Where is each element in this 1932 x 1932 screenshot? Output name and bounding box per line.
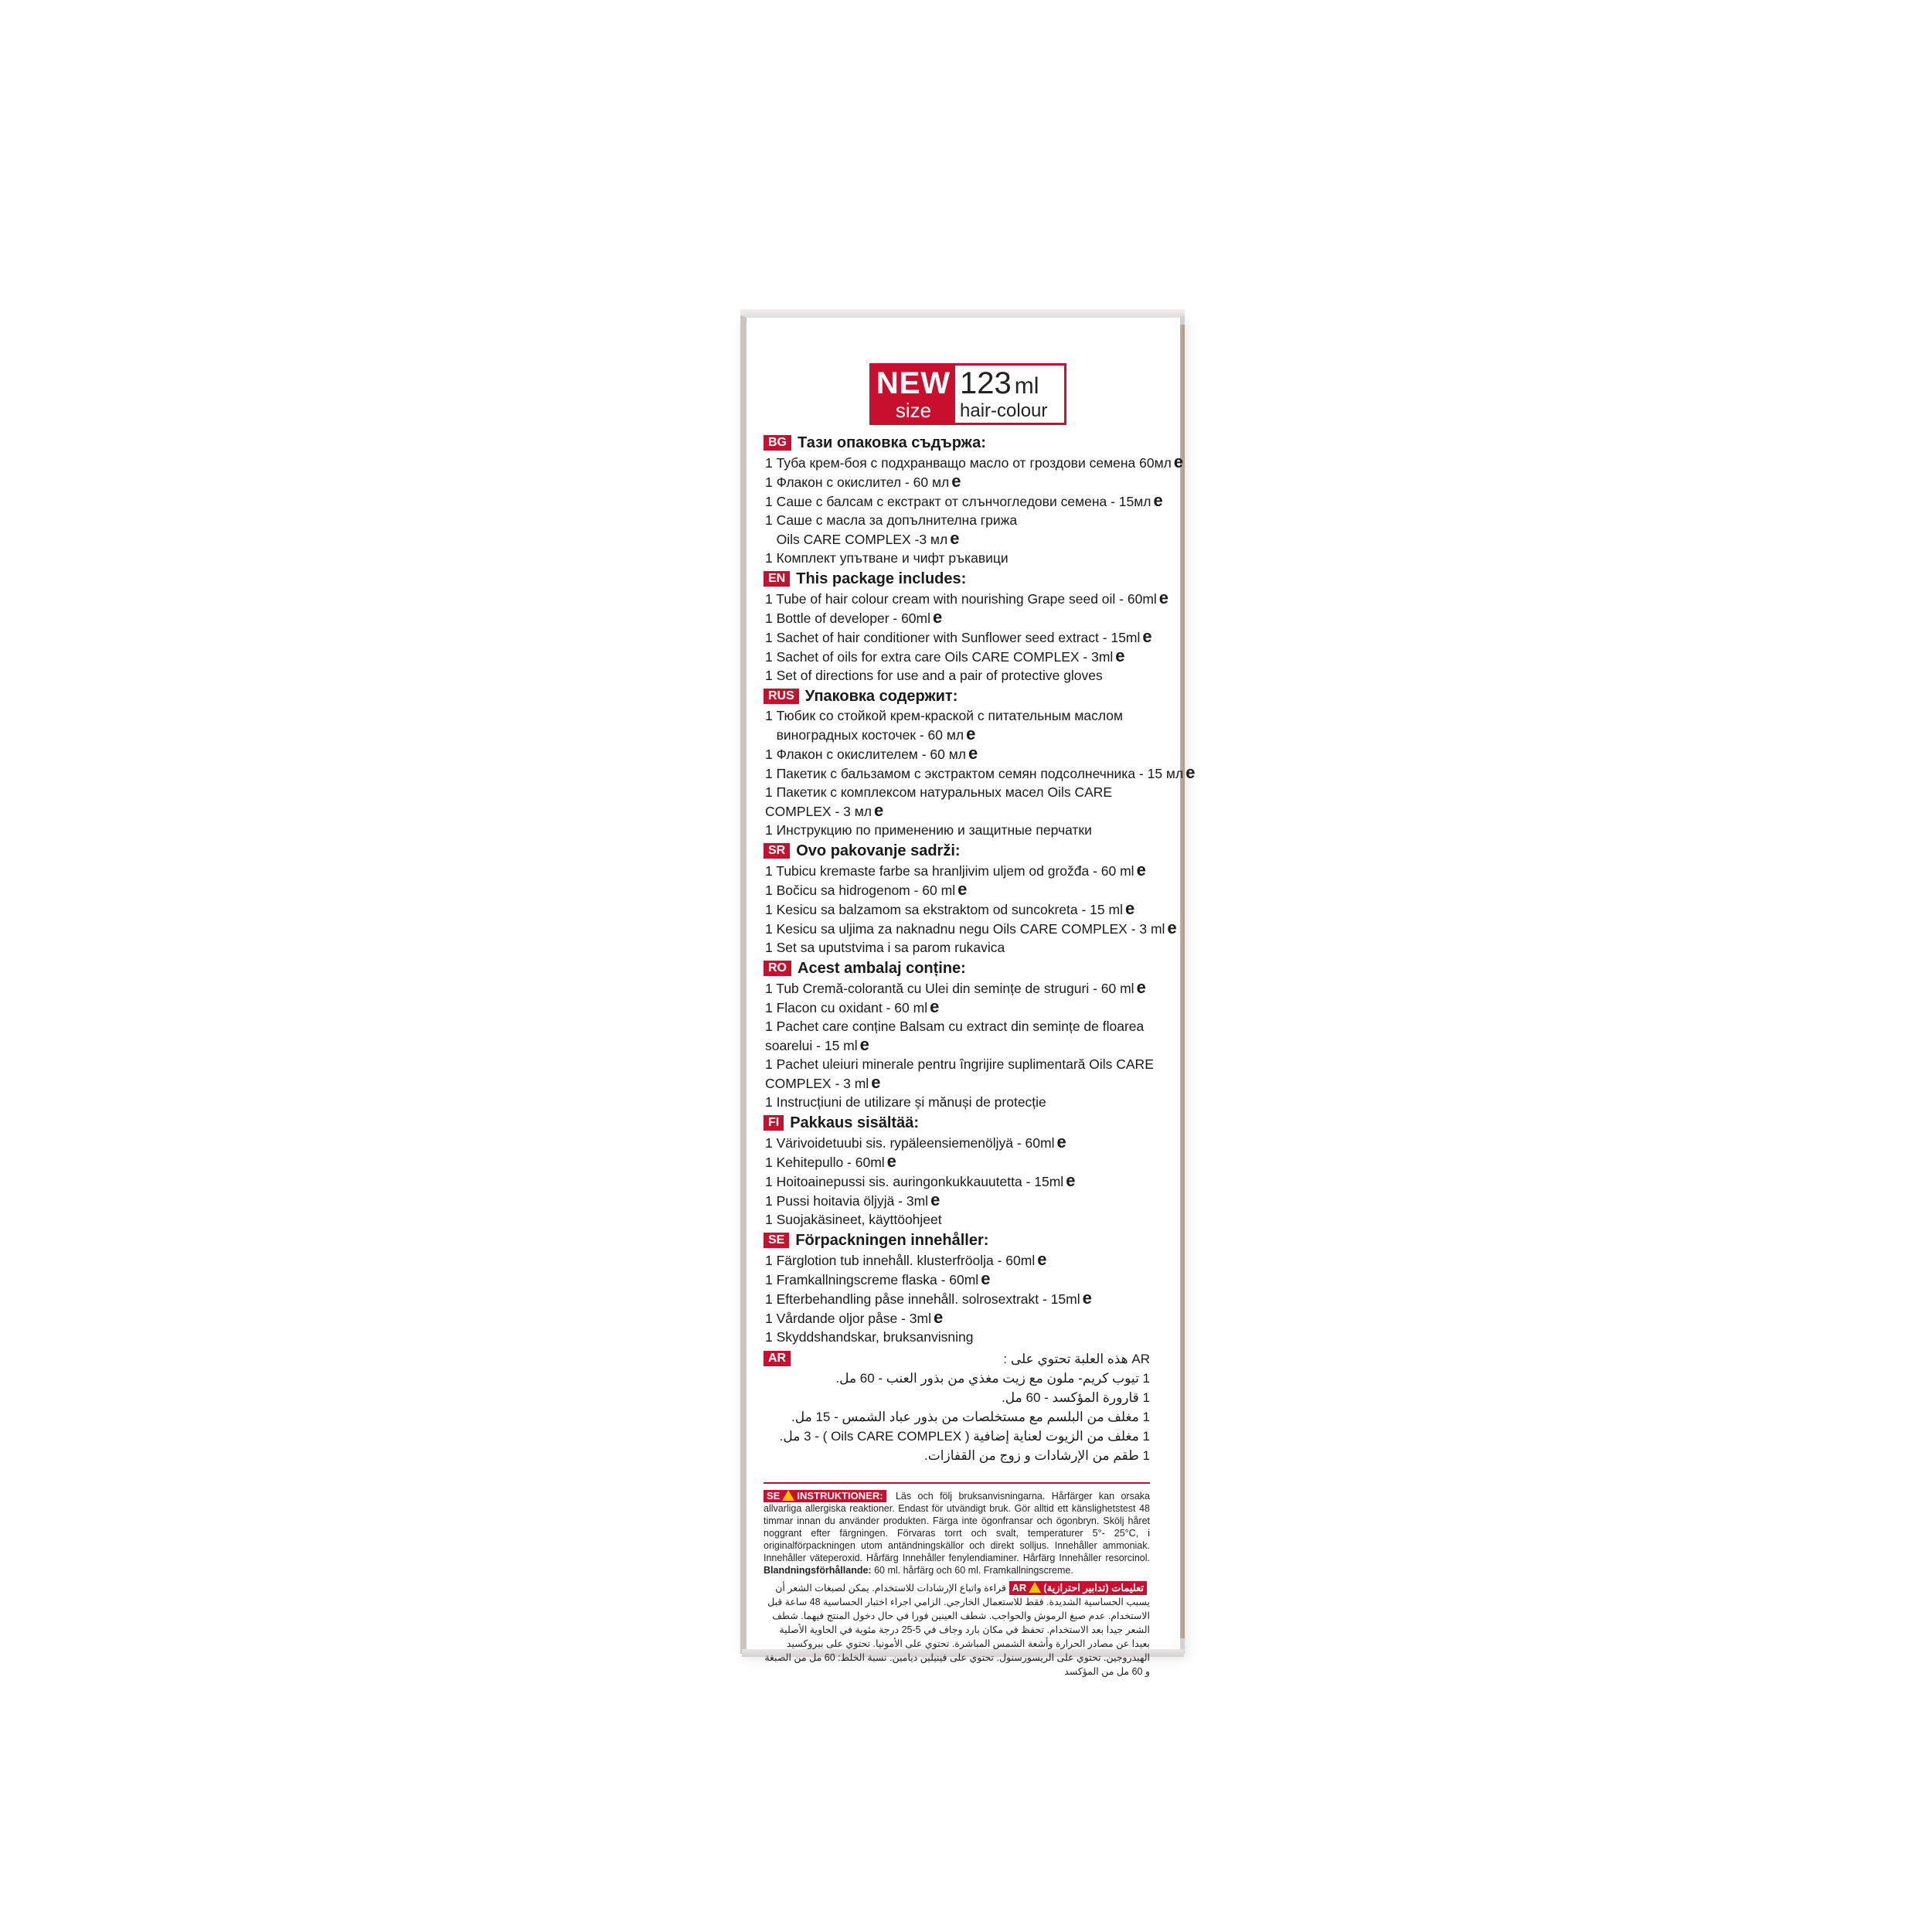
warning-text: قراءة واتباع الإرشادات للاستخدام. يمكن لصبغات الشعر أن يسبب الحساسية الشديدة. فقط للاستعمال الخارجي. الزامي اجراء اختبار الحساسية 48 ساعة قبل الاستخدام. عدم صبغ الرموش والحواجب. شطف العينين فورا في حال دخول المنتج فيهما. شطف الشعر جيدا بعد الاستخدام. تحفظ في مكان بارد وجاف في 5-25 درجة مئوية في الحاوية الأصلية بعيدا عن مصادر الحرارة وأشعة الشمس المباشرة. تحتوي على الأمونيا. تحتوي على بيروكسيد الهيدروجين. تحتوي على الريسورسنول. تحتوي على فينيلين ديامين. نسبة الخلط: 60 مل من الصبغة و 60 مل من المؤكسد bbox=[764, 1583, 1150, 1677]
language-tag: SE bbox=[767, 1490, 781, 1502]
volume-unit: ml bbox=[1014, 373, 1039, 399]
item-text: COMPLEX - 3 мл bbox=[765, 804, 872, 819]
estimated-sign-icon: e bbox=[930, 1190, 940, 1209]
item-text: 1 Skyddshandskar, bruksanvisning bbox=[765, 1329, 974, 1345]
item-text: 1 Sachet of oils for extra care Oils CARE COMPLEX - 3ml bbox=[765, 649, 1114, 665]
section-rus bbox=[764, 686, 1196, 839]
section-fi bbox=[764, 1113, 1165, 1229]
list-item: AR هذه العلبة تحتوي على : bbox=[1003, 1352, 1150, 1366]
item-text: 1 Kehitepullo - 60ml bbox=[765, 1155, 885, 1170]
heading-text: This package includes: bbox=[796, 570, 967, 587]
list-item: 1 قارورة المؤكسد - 60 مل. bbox=[1002, 1390, 1150, 1405]
estimated-sign-icon: e bbox=[1124, 899, 1135, 918]
list-item bbox=[764, 978, 1165, 998]
item-text: 1 Tube of hair colour cream with nourishing Grape seed oil - 60ml bbox=[765, 591, 1157, 607]
item-text: 1 Instrucțiuni de utilizare și mănuși de protecție bbox=[765, 1094, 1046, 1110]
list-item bbox=[764, 1152, 1165, 1172]
estimated-sign-icon: e bbox=[1158, 588, 1169, 607]
list-item bbox=[764, 1289, 1165, 1308]
estimated-sign-icon: e bbox=[968, 743, 978, 763]
estimated-sign-icon: e bbox=[1173, 452, 1184, 471]
item-text: 1 Tubicu kremaste farbe sa hranljivim uljem od grožđa - 60 ml bbox=[765, 863, 1134, 879]
list-item bbox=[764, 821, 1165, 839]
list-item bbox=[764, 1308, 1165, 1328]
language-tag: SR bbox=[764, 843, 790, 859]
new-text: NEW bbox=[876, 366, 951, 400]
item-text: 1 Bočicu sa hidrogenom - 60 ml bbox=[765, 883, 956, 898]
item-text: 1 Kesicu sa balzamom sa ekstraktom od suncokreta - 15 ml bbox=[765, 902, 1123, 917]
package-contents-text bbox=[764, 433, 1196, 1679]
warning-triangle-icon bbox=[1029, 1582, 1041, 1593]
list-item bbox=[764, 1017, 1165, 1036]
estimated-sign-icon: e bbox=[957, 879, 968, 899]
section-heading bbox=[764, 686, 1165, 706]
item-text: 1 Тюбик со стойкой крем-краской с питательным маслом bbox=[765, 708, 1124, 723]
item-text: 1 Pussi hoitavia öljyjä - 3ml bbox=[765, 1193, 929, 1209]
item-text: 1 Флакон с окислител - 60 мл bbox=[765, 474, 950, 490]
language-tag: SE bbox=[764, 1233, 789, 1248]
mix-text: 60 ml. hårfärg och 60 ml. Framkallningscreme. bbox=[874, 1565, 1073, 1576]
language-tag: AR bbox=[764, 1351, 791, 1366]
list-item bbox=[764, 1270, 1165, 1289]
item-text: 1 Värivoidetuubi sis. rypäleensiemenöljyä - 60ml bbox=[765, 1135, 1055, 1151]
list-item bbox=[764, 588, 1169, 608]
item-text: 1 Комплект упътване и чифт ръкавици bbox=[765, 550, 1009, 566]
language-tag: RUS bbox=[764, 689, 799, 704]
estimated-sign-icon: e bbox=[951, 471, 961, 491]
language-tag: EN bbox=[764, 571, 790, 587]
list-item bbox=[764, 1172, 1165, 1191]
list-item: 1 تيوب كريم- ملون مع زيت مغذي من بذور العنب - 60 مل. bbox=[835, 1371, 1150, 1386]
list-item bbox=[764, 1191, 1165, 1210]
heading-text: Acest ambalaj conține: bbox=[798, 960, 966, 977]
item-text: 1 Kesicu sa uljima za naknadnu negu Oils CARE COMPLEX - 3 ml bbox=[765, 921, 1165, 937]
warning-tag bbox=[764, 1490, 886, 1502]
list-item bbox=[764, 1133, 1165, 1152]
arabic-list bbox=[764, 1349, 1150, 1465]
divider bbox=[764, 1482, 1150, 1484]
list-item bbox=[764, 452, 1184, 472]
item-text: виноградных косточек - 60 мл bbox=[765, 727, 964, 743]
volume-amount: 123 bbox=[960, 366, 1012, 400]
language-tag: BG bbox=[764, 435, 791, 451]
item-text: 1 Пакетик с комплексом натуральных масел Oils CARE bbox=[765, 784, 1113, 800]
box-right-edge bbox=[1180, 325, 1185, 1638]
list-item bbox=[764, 628, 1165, 647]
section-bg bbox=[764, 433, 1184, 567]
list-item bbox=[764, 725, 1165, 744]
list-item bbox=[764, 801, 1165, 821]
estimated-sign-icon: e bbox=[933, 607, 943, 627]
item-text: 1 Bottle of developer - 60ml bbox=[765, 611, 931, 626]
list-item bbox=[764, 880, 1165, 900]
item-text: 1 Tub Cremă-colorantă cu Ulei din semințe de struguri - 60 ml bbox=[765, 981, 1134, 996]
estimated-sign-icon: e bbox=[930, 997, 940, 1016]
estimated-sign-icon: e bbox=[1082, 1288, 1092, 1308]
list-item bbox=[764, 1250, 1165, 1270]
list-item bbox=[764, 1073, 1165, 1093]
item-text: 1 Suojakäsineet, käyttöohjeet bbox=[765, 1212, 942, 1227]
size-text: size bbox=[895, 399, 932, 422]
estimated-sign-icon: e bbox=[873, 801, 884, 820]
item-text: 1 Pachet uleiuri minerale pentru îngrijire suplimentară Oils CARE bbox=[765, 1056, 1154, 1072]
estimated-sign-icon: e bbox=[1142, 627, 1152, 646]
list-item bbox=[764, 763, 1196, 783]
section-se bbox=[764, 1230, 1165, 1346]
estimated-sign-icon: e bbox=[933, 1308, 944, 1327]
section-heading bbox=[764, 1230, 1165, 1250]
item-text: 1 Framkallningscreme flaska - 60ml bbox=[765, 1272, 979, 1287]
list-item bbox=[764, 1328, 1165, 1346]
section-heading bbox=[764, 1113, 1165, 1133]
list-item bbox=[764, 900, 1165, 919]
warning-tag bbox=[1009, 1581, 1147, 1595]
list-item bbox=[764, 666, 1165, 685]
item-text: COMPLEX - 3 ml bbox=[765, 1076, 869, 1091]
item-text: 1 Vårdande oljor påse - 3ml bbox=[765, 1311, 931, 1326]
item-text: 1 Саше с балсам с екстракт от слънчогледови семена - 15мл bbox=[765, 494, 1151, 509]
language-tag: AR bbox=[1012, 1582, 1027, 1594]
list-item: 1 طقم من الإرشادات و زوج من القفازات. bbox=[924, 1448, 1150, 1463]
heading-text: Тази опаковка съдържа: bbox=[798, 434, 986, 451]
product-type: hair-colour bbox=[960, 400, 1048, 421]
estimated-sign-icon: e bbox=[950, 529, 960, 548]
item-text: 1 Efterbehandling påse innehåll. solrosextrakt - 15ml bbox=[765, 1291, 1080, 1307]
estimated-sign-icon: e bbox=[1167, 918, 1177, 937]
language-tag: RO bbox=[764, 961, 791, 976]
list-item: 1 مغلف من الزيوت لعناية إضافية ( Oils CARE COMPLEX ) - 3 مل. bbox=[779, 1429, 1150, 1444]
item-text: 1 Саше с масла за допълнителна грижа bbox=[765, 512, 1018, 528]
section-sr bbox=[764, 841, 1177, 957]
list-item bbox=[764, 472, 1165, 492]
estimated-sign-icon: e bbox=[1037, 1250, 1047, 1269]
mix-label: Blandningsförhållande: bbox=[764, 1565, 872, 1576]
estimated-sign-icon: e bbox=[1153, 491, 1163, 510]
estimated-sign-icon: e bbox=[871, 1073, 881, 1092]
list-item bbox=[764, 744, 1165, 764]
estimated-sign-icon: e bbox=[1136, 860, 1146, 879]
item-text: 1 Set sa uputstvima i sa parom rukavica bbox=[765, 940, 1005, 955]
list-item bbox=[764, 492, 1165, 511]
estimated-sign-icon: e bbox=[1185, 763, 1196, 782]
item-text: 1 Flacon cu oxidant - 60 ml bbox=[765, 1000, 928, 1015]
item-text: 1 Pachet care conține Balsam cu extract din semințe de floarea bbox=[765, 1019, 1145, 1034]
estimated-sign-icon: e bbox=[1115, 646, 1125, 665]
list-item bbox=[764, 647, 1165, 666]
warning-label: INSTRUKTIONER: bbox=[797, 1490, 883, 1502]
item-text: 1 Färglotion tub innehåll. klusterfröolja - 60ml bbox=[765, 1253, 1036, 1268]
item-text: 1 Sachet of hair conditioner with Sunflower seed extract - 15ml bbox=[765, 630, 1141, 645]
warning-label: تعليمات (تدابير احترازية) bbox=[1043, 1582, 1144, 1594]
estimated-sign-icon: e bbox=[859, 1035, 869, 1054]
item-text: Oils CARE COMPLEX -3 мл bbox=[765, 532, 948, 547]
list-item bbox=[764, 861, 1165, 880]
estimated-sign-icon: e bbox=[1066, 1171, 1076, 1190]
estimated-sign-icon: e bbox=[886, 1151, 896, 1171]
heading-text: Ovo pakovanje sadrži: bbox=[796, 842, 961, 859]
volume-label bbox=[955, 366, 1064, 423]
language-tag: FI bbox=[764, 1115, 784, 1131]
item-text: soarelui - 15 ml bbox=[765, 1038, 858, 1053]
item-text: 1 Пакетик с бальзамом с экстрактом семян подсолнечника - 15 мл bbox=[765, 766, 1184, 781]
list-item bbox=[764, 998, 1165, 1017]
heading-text: Pakkaus sisältää: bbox=[790, 1114, 919, 1131]
section-ar bbox=[764, 1348, 1165, 1465]
section-heading bbox=[764, 433, 1165, 453]
item-text: 1 Инструкцию по применению и защитные перчатки bbox=[765, 822, 1092, 838]
list-item bbox=[764, 1210, 1165, 1229]
estimated-sign-icon: e bbox=[1056, 1132, 1066, 1151]
item-text: 1 Туба крем-боя с подхранващо масло от гроздови семена 60мл bbox=[765, 455, 1172, 471]
list-item bbox=[764, 706, 1165, 725]
list-item bbox=[764, 1093, 1165, 1111]
list-item bbox=[764, 918, 1177, 938]
section-heading bbox=[764, 569, 1165, 589]
list-item bbox=[764, 549, 1165, 567]
list-item bbox=[764, 1036, 1165, 1055]
item-text: 1 Флакон с окислителем - 60 мл bbox=[765, 747, 966, 762]
warning-triangle-icon bbox=[782, 1490, 794, 1501]
heading-text: Förpackningen innehåller: bbox=[795, 1232, 989, 1249]
estimated-sign-icon: e bbox=[966, 724, 976, 743]
new-size-label bbox=[872, 366, 955, 423]
item-text: 1 Hoitoainepussi sis. auringonkukkauutetta - 15ml bbox=[765, 1174, 1064, 1189]
list-item: 1 مغلف من البلسم مع مستخلصات من بذور عباد الشمس - 15 مل. bbox=[791, 1410, 1150, 1424]
estimated-sign-icon: e bbox=[1136, 978, 1146, 997]
list-item bbox=[764, 511, 1165, 529]
heading-text: Упаковка содержит: bbox=[804, 688, 958, 705]
list-item bbox=[764, 608, 1165, 628]
list-item bbox=[764, 1055, 1165, 1073]
list-item bbox=[764, 783, 1165, 801]
new-size-badge bbox=[869, 363, 1066, 425]
section-heading bbox=[764, 841, 1165, 861]
section-en bbox=[764, 569, 1169, 685]
list-item bbox=[764, 938, 1165, 957]
item-text: 1 Set of directions for use and a pair of protective gloves bbox=[765, 668, 1103, 683]
section-ro bbox=[764, 958, 1165, 1111]
warning-text: Läs och följ bruksanvisningarna. Hårfärger kan orsaka allvarliga allergiska reaktioner. Endast för utvändigt bruk. Gör alltid ett känslighetstest 48 timmar innan du använder produkten. Färga inte ögonfransar och ögonbryn. Skölj håret noggrant efter färgningen. Förvaras torrt och svalt, temperaturer 5°- 25°C, i originalförpackningen utom antändningskällor och direkt solljus. Innehåller ammoniak. Innehåller väteperoxid. Hårfärg Innehåller fenylendiaminer. Hårfärg Innehåller resorcinol. bbox=[764, 1491, 1150, 1563]
section-heading bbox=[764, 958, 1165, 978]
list-item bbox=[764, 529, 1165, 549]
estimated-sign-icon: e bbox=[981, 1269, 991, 1288]
warning-se bbox=[764, 1490, 1150, 1577]
warning-ar bbox=[764, 1581, 1150, 1679]
